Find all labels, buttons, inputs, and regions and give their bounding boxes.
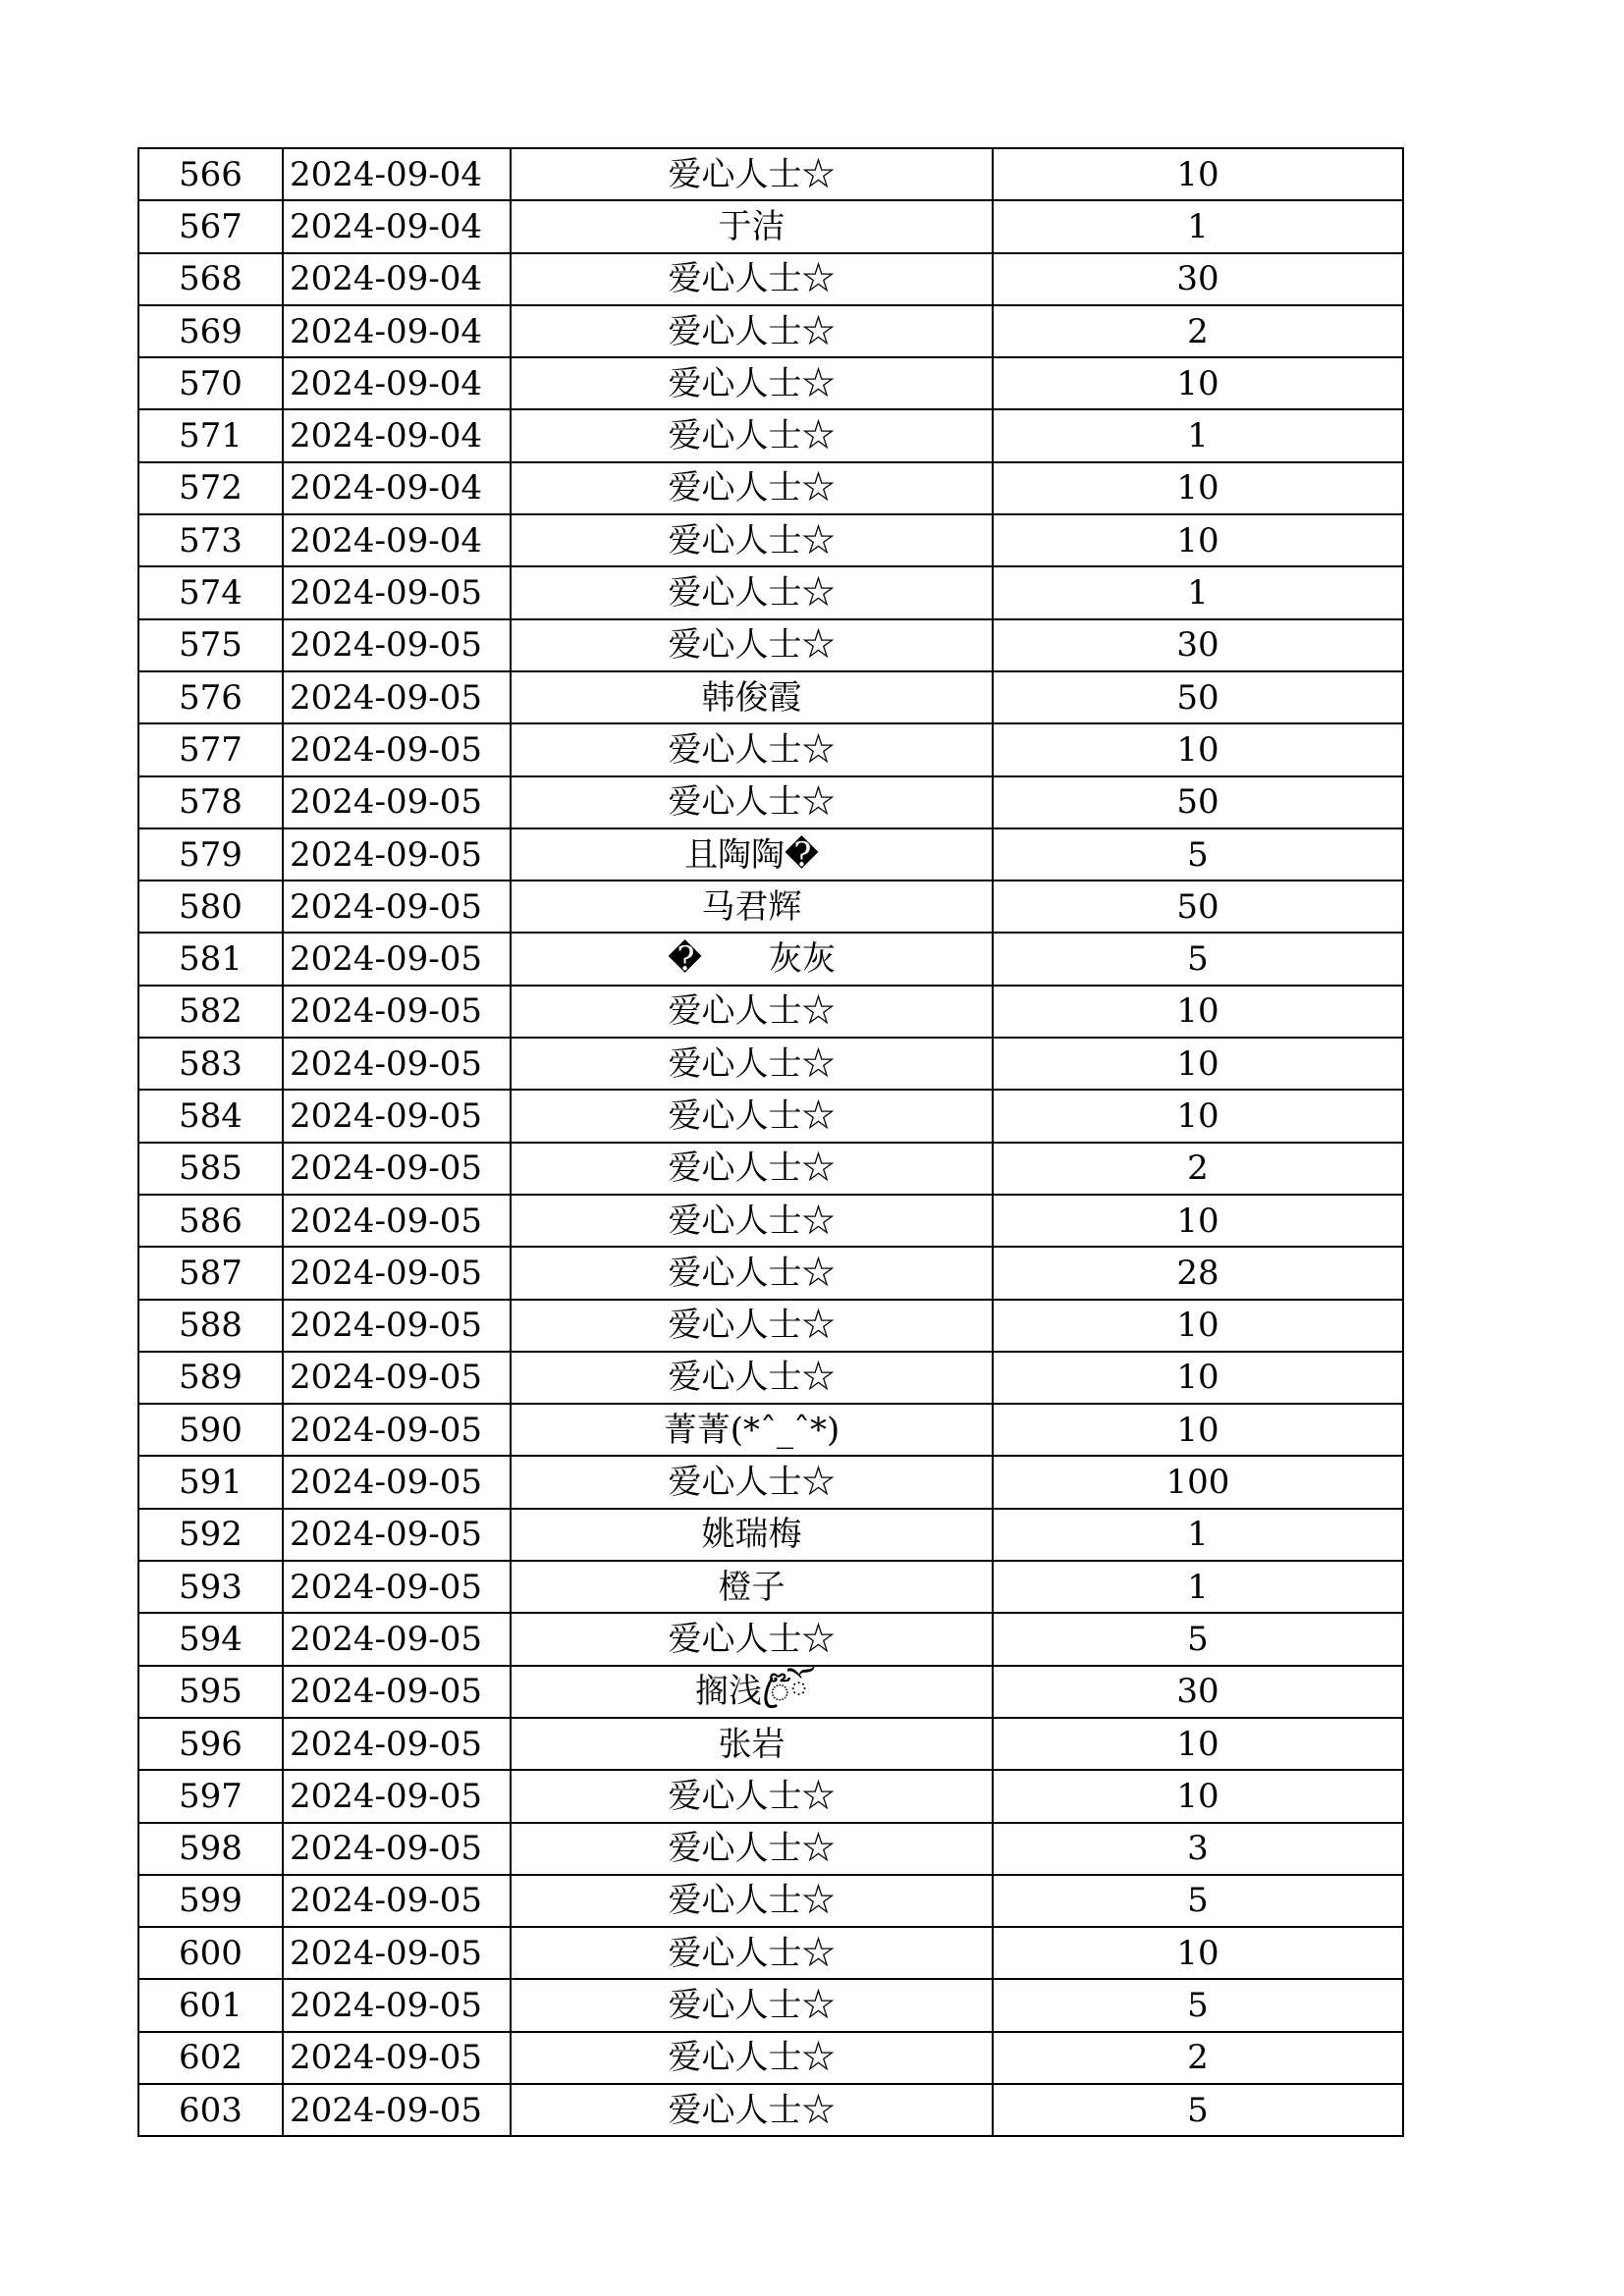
amount-cell: 1	[993, 200, 1403, 252]
table-row	[138, 357, 1403, 409]
date-cell: 2024-09-05	[283, 723, 511, 775]
date-cell: 2024-09-04	[283, 253, 511, 305]
date-cell: 2024-09-05	[283, 1770, 511, 1822]
row-number-cell: 573	[138, 514, 283, 566]
date-cell: 2024-09-05	[283, 1666, 511, 1718]
row-number-cell: 581	[138, 933, 283, 985]
donor-name-cell: 爱心人士☆	[511, 357, 993, 409]
row-number-cell: 592	[138, 1509, 283, 1561]
donor-name-cell: 姚瑞梅	[511, 1509, 993, 1561]
donor-name-cell: 爱心人士☆	[511, 1456, 993, 1508]
row-number-cell: 603	[138, 2084, 283, 2136]
donor-name-cell: � 灰灰	[511, 933, 993, 985]
donor-name-cell: 爱心人士☆	[511, 723, 993, 775]
date-cell: 2024-09-05	[283, 1979, 511, 2031]
amount-cell: 10	[993, 462, 1403, 514]
date-cell: 2024-09-05	[283, 986, 511, 1038]
table-row	[138, 1195, 1403, 1247]
donor-name-cell: 爱心人士☆	[511, 776, 993, 828]
row-number-cell: 601	[138, 1979, 283, 2031]
donor-name-cell: 张岩	[511, 1718, 993, 1770]
amount-cell: 10	[993, 1038, 1403, 1090]
row-number-cell: 570	[138, 357, 283, 409]
table-row	[138, 776, 1403, 828]
date-cell: 2024-09-05	[283, 1561, 511, 1613]
amount-cell: 1	[993, 1561, 1403, 1613]
row-number-cell: 579	[138, 828, 283, 881]
amount-cell: 30	[993, 253, 1403, 305]
donor-name-cell: 马君辉	[511, 881, 993, 933]
row-number-cell: 569	[138, 305, 283, 357]
row-number-cell: 597	[138, 1770, 283, 1822]
date-cell: 2024-09-05	[283, 1927, 511, 1979]
amount-cell: 5	[993, 2084, 1403, 2136]
table-row	[138, 933, 1403, 985]
date-cell: 2024-09-05	[283, 881, 511, 933]
amount-cell: 10	[993, 148, 1403, 200]
date-cell: 2024-09-05	[283, 1143, 511, 1195]
row-number-cell: 571	[138, 409, 283, 461]
date-cell: 2024-09-05	[283, 1823, 511, 1875]
donor-name-cell: 爱心人士☆	[511, 462, 993, 514]
table-row	[138, 1143, 1403, 1195]
amount-cell: 2	[993, 2032, 1403, 2084]
date-cell: 2024-09-05	[283, 566, 511, 618]
amount-cell: 1	[993, 409, 1403, 461]
donor-name-cell: 爱心人士☆	[511, 1143, 993, 1195]
donor-name-cell: 爱心人士☆	[511, 1770, 993, 1822]
row-number-cell: 596	[138, 1718, 283, 1770]
donor-name-cell: 爱心人士☆	[511, 566, 993, 618]
amount-cell: 1	[993, 566, 1403, 618]
row-number-cell: 600	[138, 1927, 283, 1979]
table-row	[138, 2084, 1403, 2136]
date-cell: 2024-09-05	[283, 828, 511, 881]
date-cell: 2024-09-05	[283, 1718, 511, 1770]
date-cell: 2024-09-05	[283, 933, 511, 985]
table-row	[138, 1666, 1403, 1718]
amount-cell: 100	[993, 1456, 1403, 1508]
table-row	[138, 1247, 1403, 1299]
amount-cell: 10	[993, 1404, 1403, 1456]
amount-cell: 5	[993, 933, 1403, 985]
amount-cell: 5	[993, 1875, 1403, 1927]
amount-cell: 30	[993, 619, 1403, 671]
donor-name-cell: 爱心人士☆	[511, 1300, 993, 1352]
amount-cell: 10	[993, 1770, 1403, 1822]
table-row	[138, 1300, 1403, 1352]
donor-name-cell: 爱心人士☆	[511, 253, 993, 305]
date-cell: 2024-09-05	[283, 2084, 511, 2136]
table-row	[138, 1927, 1403, 1979]
date-cell: 2024-09-04	[283, 409, 511, 461]
table-row	[138, 514, 1403, 566]
table-row	[138, 1090, 1403, 1142]
row-number-cell: 568	[138, 253, 283, 305]
amount-cell: 10	[993, 357, 1403, 409]
table-row	[138, 986, 1403, 1038]
date-cell: 2024-09-05	[283, 1352, 511, 1404]
donor-name-cell: 于洁	[511, 200, 993, 252]
table-row	[138, 1509, 1403, 1561]
row-number-cell: 593	[138, 1561, 283, 1613]
amount-cell: 50	[993, 671, 1403, 723]
row-number-cell: 587	[138, 1247, 283, 1299]
donation-table	[137, 147, 1404, 2137]
donor-name-cell: 爱心人士☆	[511, 1823, 993, 1875]
date-cell: 2024-09-04	[283, 462, 511, 514]
donor-name-cell: 爱心人士☆	[511, 1090, 993, 1142]
table-row	[138, 409, 1403, 461]
row-number-cell: 595	[138, 1666, 283, 1718]
date-cell: 2024-09-04	[283, 148, 511, 200]
table-row	[138, 1718, 1403, 1770]
table-row	[138, 671, 1403, 723]
donor-name-cell: 韩俊霞	[511, 671, 993, 723]
table-row	[138, 1404, 1403, 1456]
amount-cell: 50	[993, 881, 1403, 933]
amount-cell: 10	[993, 1352, 1403, 1404]
row-number-cell: 583	[138, 1038, 283, 1090]
table-row	[138, 1979, 1403, 2031]
date-cell: 2024-09-04	[283, 305, 511, 357]
table-row	[138, 462, 1403, 514]
row-number-cell: 598	[138, 1823, 283, 1875]
table-row	[138, 1613, 1403, 1665]
date-cell: 2024-09-05	[283, 1300, 511, 1352]
donor-name-cell: 爱心人士☆	[511, 1247, 993, 1299]
donor-name-cell: 橙子	[511, 1561, 993, 1613]
donor-name-cell: 爱心人士☆	[511, 1927, 993, 1979]
donor-name-cell: 且陶陶�	[511, 828, 993, 881]
table-row	[138, 1038, 1403, 1090]
amount-cell: 10	[993, 723, 1403, 775]
row-number-cell: 578	[138, 776, 283, 828]
amount-cell: 10	[993, 1195, 1403, 1247]
table-row	[138, 1561, 1403, 1613]
table-row	[138, 1352, 1403, 1404]
table-row	[138, 619, 1403, 671]
amount-cell: 10	[993, 1927, 1403, 1979]
row-number-cell: 602	[138, 2032, 283, 2084]
amount-cell: 50	[993, 776, 1403, 828]
amount-cell: 10	[993, 514, 1403, 566]
date-cell: 2024-09-04	[283, 357, 511, 409]
amount-cell: 10	[993, 1300, 1403, 1352]
row-number-cell: 580	[138, 881, 283, 933]
amount-cell: 5	[993, 1613, 1403, 1665]
row-number-cell: 577	[138, 723, 283, 775]
donor-name-cell: 搁浅ꦿ໊ོ	[511, 1666, 993, 1718]
amount-cell: 10	[993, 986, 1403, 1038]
date-cell: 2024-09-05	[283, 1038, 511, 1090]
donor-name-cell: 爱心人士☆	[511, 2084, 993, 2136]
donor-name-cell: 爱心人士☆	[511, 1613, 993, 1665]
row-number-cell: 574	[138, 566, 283, 618]
date-cell: 2024-09-05	[283, 619, 511, 671]
amount-cell: 3	[993, 1823, 1403, 1875]
date-cell: 2024-09-05	[283, 1090, 511, 1142]
row-number-cell: 590	[138, 1404, 283, 1456]
row-number-cell: 594	[138, 1613, 283, 1665]
table-row	[138, 1823, 1403, 1875]
donor-name-cell: 爱心人士☆	[511, 409, 993, 461]
date-cell: 2024-09-05	[283, 1456, 511, 1508]
row-number-cell: 582	[138, 986, 283, 1038]
date-cell: 2024-09-05	[283, 1247, 511, 1299]
row-number-cell: 586	[138, 1195, 283, 1247]
row-number-cell: 575	[138, 619, 283, 671]
date-cell: 2024-09-05	[283, 1195, 511, 1247]
table-row	[138, 253, 1403, 305]
date-cell: 2024-09-04	[283, 514, 511, 566]
amount-cell: 5	[993, 1979, 1403, 2031]
amount-cell: 28	[993, 1247, 1403, 1299]
date-cell: 2024-09-05	[283, 1875, 511, 1927]
donor-name-cell: 爱心人士☆	[511, 1352, 993, 1404]
donor-name-cell: 爱心人士☆	[511, 1195, 993, 1247]
table-row	[138, 148, 1403, 200]
table-row	[138, 881, 1403, 933]
amount-cell: 2	[993, 305, 1403, 357]
donor-name-cell: 爱心人士☆	[511, 148, 993, 200]
row-number-cell: 589	[138, 1352, 283, 1404]
donor-name-cell: 爱心人士☆	[511, 619, 993, 671]
donor-name-cell: 菁菁(*ˆ_ˆ*)	[511, 1404, 993, 1456]
amount-cell: 30	[993, 1666, 1403, 1718]
table-row	[138, 723, 1403, 775]
row-number-cell: 567	[138, 200, 283, 252]
donor-name-cell: 爱心人士☆	[511, 1038, 993, 1090]
row-number-cell: 591	[138, 1456, 283, 1508]
donor-name-cell: 爱心人士☆	[511, 514, 993, 566]
date-cell: 2024-09-05	[283, 776, 511, 828]
date-cell: 2024-09-05	[283, 1509, 511, 1561]
row-number-cell: 588	[138, 1300, 283, 1352]
donor-name-cell: 爱心人士☆	[511, 2032, 993, 2084]
row-number-cell: 566	[138, 148, 283, 200]
amount-cell: 10	[993, 1718, 1403, 1770]
date-cell: 2024-09-05	[283, 671, 511, 723]
date-cell: 2024-09-05	[283, 1613, 511, 1665]
table-row	[138, 200, 1403, 252]
table-row	[138, 2032, 1403, 2084]
date-cell: 2024-09-04	[283, 200, 511, 252]
table-row	[138, 1770, 1403, 1822]
amount-cell: 5	[993, 828, 1403, 881]
row-number-cell: 572	[138, 462, 283, 514]
donor-name-cell: 爱心人士☆	[511, 986, 993, 1038]
row-number-cell: 584	[138, 1090, 283, 1142]
donor-name-cell: 爱心人士☆	[511, 1875, 993, 1927]
table-row	[138, 1456, 1403, 1508]
donation-table-body	[138, 148, 1403, 2136]
amount-cell: 2	[993, 1143, 1403, 1195]
row-number-cell: 599	[138, 1875, 283, 1927]
amount-cell: 1	[993, 1509, 1403, 1561]
table-row	[138, 566, 1403, 618]
table-row	[138, 1875, 1403, 1927]
row-number-cell: 576	[138, 671, 283, 723]
donor-name-cell: 爱心人士☆	[511, 305, 993, 357]
amount-cell: 10	[993, 1090, 1403, 1142]
donor-name-cell: 爱心人士☆	[511, 1979, 993, 2031]
date-cell: 2024-09-05	[283, 1404, 511, 1456]
table-row	[138, 305, 1403, 357]
date-cell: 2024-09-05	[283, 2032, 511, 2084]
row-number-cell: 585	[138, 1143, 283, 1195]
table-row	[138, 828, 1403, 881]
